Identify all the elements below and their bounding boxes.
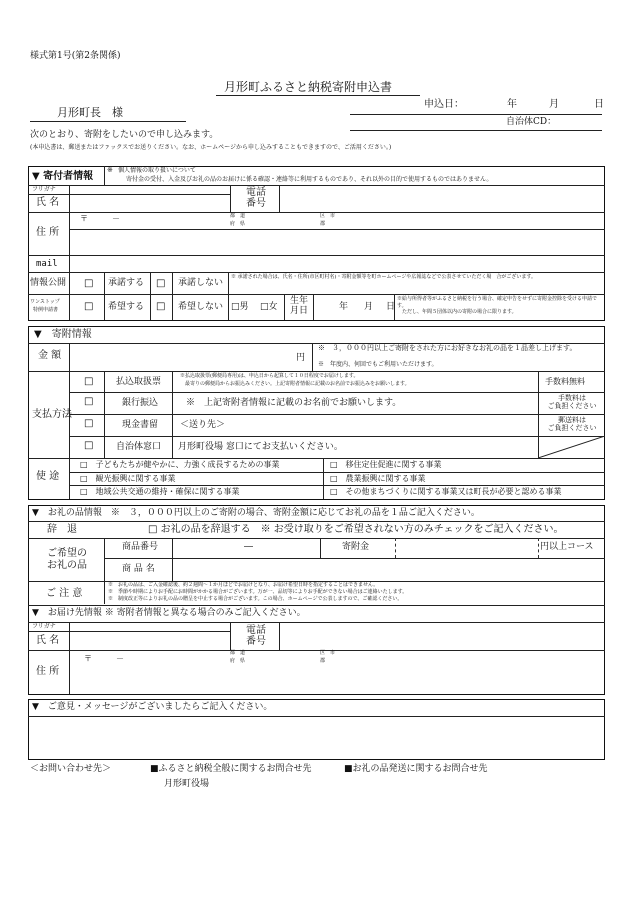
fee-postage-label: 郵送料は ご負担ください: [547, 416, 597, 433]
yen-label: 円: [296, 353, 306, 363]
pay-transfer-slip-checkbox[interactable]: □: [84, 376, 94, 387]
onestop-wish-checkbox[interactable]: □: [84, 301, 94, 312]
ship-address-field[interactable]: [70, 668, 604, 693]
pref-label-2: 府 県: [230, 221, 246, 227]
pay-transfer-slip-note: ※払込取扱票(郵便局専用)は、申込日から起算して１０日程度でお届けします。 最寄りの郵便局からお振込みください。上記寄附者情報に記載のお名前でお振込みをお願いします。: [180, 373, 410, 387]
reward-header: ▼ お礼の品情報 ※ ３，０００円以上のご寄附の場合、寄附金額に応じてお礼の品を１品ご記入ください。: [32, 508, 480, 518]
ship-postal-label: 〒 －: [84, 654, 124, 663]
gender-male-checkbox[interactable]: □男: [231, 302, 249, 312]
pay-cash-registered-note: ＜送り先＞: [180, 420, 226, 430]
caution-label: ご 注 意: [46, 588, 83, 599]
name-label: 氏 名: [36, 197, 60, 208]
publish-note: ※ 承諾された場合は、氏名・住所(市区町村名)・寄附金額等を町ホームページや広報誌などで公表させていただく場 合がございます。: [231, 274, 536, 280]
pay-cash-registered-checkbox[interactable]: □: [84, 418, 94, 429]
pay-bank-label: 銀行振込: [122, 398, 159, 408]
opinion-field[interactable]: [30, 718, 603, 758]
onestop-nowish-checkbox[interactable]: □: [156, 301, 166, 312]
form-title: 月形町ふるさと納税寄附申込書: [224, 80, 393, 94]
product-name-field[interactable]: [173, 559, 604, 580]
date-month-label: 月: [549, 99, 559, 110]
ship-phone-label: 電話 番号: [246, 625, 266, 647]
use-option-other[interactable]: □ その他まちづくりに関する事業又は町長が必要と認める事業: [330, 487, 562, 496]
publish-agree-checkbox[interactable]: □: [84, 278, 94, 289]
pay-cash-registered-label: 現金書留: [122, 420, 159, 430]
gift-header: ▼ 寄附情報: [34, 329, 92, 340]
donor-header: ▼ 寄付者情報: [32, 171, 94, 182]
ship-furigana-label: フリガナ: [32, 623, 56, 630]
birth-month-label: 月: [364, 302, 374, 312]
donor-name-field[interactable]: [70, 186, 229, 212]
gift-amount-label: 寄附金: [342, 542, 370, 552]
use-option-transport[interactable]: □ 地域公共交通の維持・確保に関する事業: [80, 487, 240, 496]
privacy-mark: ※: [107, 166, 113, 174]
onestop-label: ワンストップ: [30, 299, 60, 305]
birth-day-label: 日: [386, 302, 396, 312]
publish-disagree-checkbox[interactable]: □: [156, 278, 166, 289]
amount-label: 金 額: [38, 350, 62, 361]
publish-disagree-label: 承諾しない: [178, 278, 224, 288]
ship-pref-label-2: 府 県: [230, 658, 246, 664]
ship-header: ▼ お届け先情報 ※ 寄附者情報と異なる場合のみご記入ください。: [32, 608, 306, 618]
opinion-header: ▼ ご意見・メッセージがございましたらご記入ください。: [32, 702, 273, 712]
phone-label: 電話 番号: [246, 187, 266, 209]
caution-3: ※ 制度改正等によりお礼の品の贈呈を中止する場合がございます。この場合、ホームページで公表しますので、ご確認ください。: [108, 596, 403, 602]
amount-field[interactable]: [70, 344, 288, 368]
publish-label: 情報公開: [30, 278, 67, 288]
birth-label: 生年 月日: [290, 296, 309, 316]
amount-note-1: ※ ３，０００円以上ご寄附をされた方にお好きなお礼の品を１品差し上げます。: [318, 344, 577, 352]
pay-counter-note: 月形町役場 窓口にてお支払いください。: [178, 442, 343, 452]
date-label: 申込日：: [424, 99, 464, 110]
ship-pref-label: 都 道: [230, 650, 246, 656]
caution-2: ※ 季節や時期によりお手配にお時間がかかる場合がございます。万が一、品切等によりお手配ができない場合はご連絡いたします。: [108, 589, 408, 595]
product-name-label: 商 品 名: [122, 564, 155, 574]
pay-counter-checkbox[interactable]: □: [84, 440, 94, 451]
use-option-agriculture[interactable]: □ 農業振興に関する事業: [330, 474, 426, 483]
donor-address-field[interactable]: [70, 230, 604, 254]
furigana-label: フリガナ: [32, 186, 56, 193]
ship-address-label: 住 所: [36, 666, 60, 677]
privacy-title: 個人情報の取り扱いについて: [118, 167, 196, 174]
use-option-tourism[interactable]: □ 観光振興に関する事業: [80, 474, 176, 483]
publish-agree-label: 承諾する: [108, 278, 145, 288]
birth-year-label: 年: [339, 302, 349, 312]
contact-label: ＜お問い合わせ先＞: [30, 764, 112, 774]
amount-note-2: ※ 年度内、何回でもご利用いただけます。: [318, 361, 438, 368]
onestop-nowish-label: 希望しない: [178, 302, 224, 312]
pay-method-label: 支払方法: [32, 409, 72, 420]
ship-name-field[interactable]: [70, 623, 229, 649]
address-label: 住 所: [36, 227, 60, 238]
contact-shipping: ■お礼の品発送に関するお問合せ先: [344, 764, 488, 774]
onestop-note: ※給与所得者等がふるさと納税を行う場合、確定申告をせずに寄附金控除を受ける申請です。 ただし、年間５団体以内の寄附の場合に限ります。: [397, 296, 598, 315]
donor-mail-field[interactable]: [70, 256, 604, 271]
use-option-migration[interactable]: □ 移住定住促進に関する事業: [330, 460, 442, 469]
date-year-label: 年: [507, 99, 517, 110]
pay-bank-note: ※ 上記寄附者情報に記載のお名前でお願いします。: [186, 398, 402, 408]
product-code-label: 商品番号: [122, 542, 159, 552]
pay-transfer-slip-label: 払込取扱票: [116, 377, 162, 387]
ship-name-label: 氏 名: [36, 635, 60, 646]
use-option-children[interactable]: □ 子どもたちが健やかに、力強く成長するための事業: [80, 460, 280, 469]
pay-bank-checkbox[interactable]: □: [84, 396, 94, 407]
city-label: 区 市: [320, 213, 336, 219]
city-label-2: 郡: [320, 221, 326, 227]
ship-city-label-2: 郡: [320, 658, 326, 664]
course-label: 円以上コース: [540, 542, 594, 552]
fee-bank-label: 手数料は ご負担ください: [547, 394, 597, 411]
addressee: 月形町長 様: [57, 106, 123, 119]
donor-phone-field[interactable]: [280, 186, 604, 212]
wish-gift-label: ご希望の お礼の品: [47, 548, 87, 571]
fee-free-label: 手数料無料: [545, 377, 585, 386]
privacy-body: 寄付金の受付、入金及びお礼の品のお届けに係る確認・連絡等に利用するものであり、それ以外の目的で使用するものではありません。: [126, 176, 493, 183]
product-code-field[interactable]: ―: [244, 542, 253, 552]
pref-label: 都 道: [230, 213, 246, 219]
local-cd-label: 自治体CD：: [506, 117, 557, 127]
onestop-label-2: 特例申請書: [33, 307, 59, 313]
intro-note: (本申込書は、郵送またはファックスでお送りください。なお、ホームページから申し込みすることもできますので、ご活用ください。): [30, 144, 392, 151]
decline-checkbox[interactable]: □ お礼の品を辞退する ※ お受け取りをご希望されない方のみチェックをご記入ください。: [148, 524, 564, 535]
intro-text: 次のとおり、寄附をしたいので申し込みます。: [30, 130, 219, 140]
caution-1: ※ お礼の品は、ご入金確認後、約２週間～１か月ほどでお届けとなり、お届け希望日時を指定することはできません。: [108, 582, 379, 588]
onestop-wish-label: 希望する: [108, 302, 145, 312]
fee-na-slash: [538, 436, 605, 458]
ship-city-label: 区 市: [320, 650, 336, 656]
postal-label: 〒 －: [80, 214, 120, 223]
ship-phone-field[interactable]: [280, 623, 604, 649]
pay-counter-label: 自治体窓口: [116, 442, 162, 452]
use-label: 使 途: [36, 471, 60, 482]
contact-general: ■ふるさと納税全般に関するお問合せ先: [150, 764, 312, 774]
date-day-label: 日: [594, 99, 604, 110]
mail-label: mail: [36, 259, 58, 269]
form-number: 様式第1号(第2条関係): [30, 51, 121, 61]
decline-label: 辞 退: [47, 524, 77, 535]
contact-office: 月形町役場: [164, 779, 210, 789]
gender-female-checkbox[interactable]: □女: [260, 302, 278, 312]
